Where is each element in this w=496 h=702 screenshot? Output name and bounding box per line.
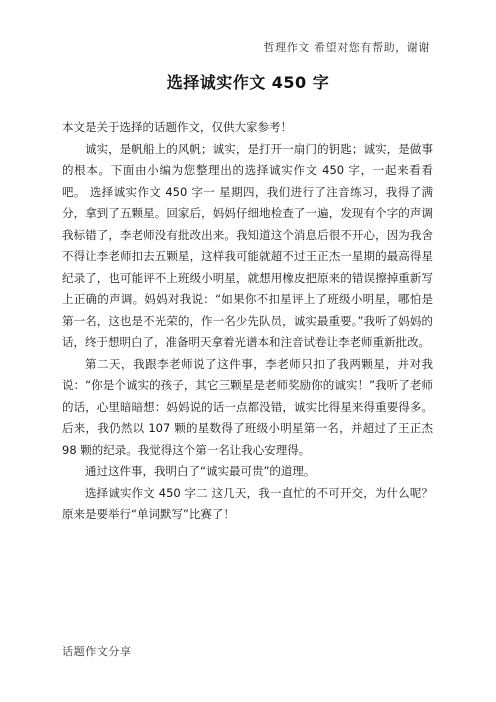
header-note: 哲理作文 希望对您有帮助，谢谢: [263, 41, 430, 54]
body-paragraph-2: 第二天，我跟李老师说了这件事，李老师只扣了我两颗星，并对我说：“你是个诚实的孩子，其它三颗星是老师奖励你的诚实！”我听了老师的话，心里暗暗想：妈妈说的话一点都没错，诚实比得星来得重要得多。后来，我仍然以 107 颗的星数得了班级小明星第一名，并超过了王正杰 98 颗的纪录。我觉得这个第一名让我心安理得。: [62, 356, 433, 457]
body-paragraph-1: 诚实，是帆船上的风帆；诚实，是打开一扇门的钥匙；诚实，是做事的根本。下面由小编为您整理出的选择诚实作文 450 字，一起来看看吧。 选择诚实作文 450 字一 星期四，我们进行了注音练习，我得了满分，拿到了五颗星。回家后，妈妈仔细地检查了一遍，发现有个字的声调我标错了，李老师没有批改出来。我知道这个消息后很不开心，因为我舍不得让李老师扣去五颗星，这样我可能就超不过王正杰一星期的最高得星纪录了，也可能评不上班级小明星，就想用橡皮把原来的错误擦掉重新写上正确的声调。妈妈对我说：“如果你不扣星评上了班级小明星，哪怕是第一名，这也是不光荣的，作一名少先队员，诚实最重要。”我听了妈妈的话，终于想明白了，准备明天拿着光谱本和注音试卷让李老师重新批改。: [62, 141, 433, 349]
intro-paragraph: 本文是关于选择的话题作文，仅供大家参考！: [62, 120, 292, 134]
document-title: 选择诚实作文 450 字: [166, 73, 330, 92]
body-paragraph-4: 选择诚实作文 450 字二 这几天，我一直忙的不可开交，为什么呢？原来是要举行“单词默写”比赛了！: [62, 485, 433, 521]
footer-note: 话题作文分享: [62, 645, 132, 658]
document-body: [62, 117, 433, 526]
body-paragraph-3: 通过这件事，我明白了“诚实最可贵”的道理。: [85, 464, 316, 478]
